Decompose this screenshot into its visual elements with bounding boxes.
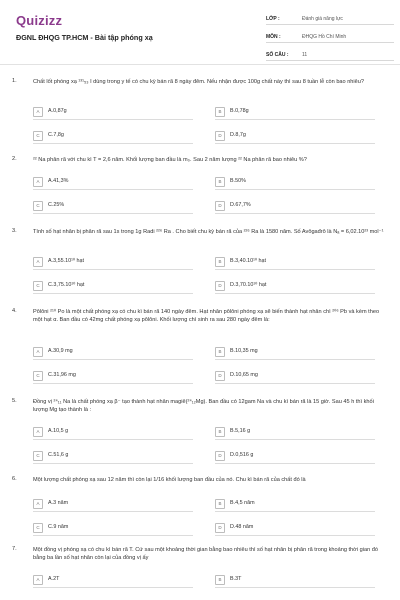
worksheet-header — [0, 0, 400, 65]
meta-label: SỐ CÂU : — [266, 52, 289, 58]
option-d[interactable] — [215, 280, 375, 294]
option-text: A.41,3% — [48, 178, 69, 184]
option-b[interactable] — [215, 574, 375, 588]
option-c[interactable] — [33, 522, 193, 536]
option-letter-box: D — [215, 131, 225, 141]
page-title: ĐGNL ĐHQG TP.HCM - Bài tập phóng xạ — [16, 33, 153, 42]
option-b[interactable] — [215, 426, 375, 440]
option-text: D.0,516 g — [230, 452, 254, 458]
option-a[interactable] — [33, 176, 193, 190]
question-number: 3. — [12, 228, 17, 234]
option-d[interactable] — [215, 370, 375, 384]
option-a[interactable] — [33, 256, 193, 270]
question-text: Một đồng vị phóng xạ có chu kì bán rã T. Cứ sau một khoảng thời gian bằng bao nhiêu thì số hạt nhân bị phân rã trong khoảng thời gian đó bằng ba lần số hạt nhân còn lại của đồng vị ấy — [33, 547, 378, 561]
option-text: D.48 năm — [230, 524, 254, 530]
option-text: B.3,40.10¹⁰ hạt — [230, 258, 267, 264]
question-number: 1. — [12, 78, 17, 84]
option-text: A.30,9 mg — [48, 348, 73, 354]
meta-row-class — [266, 10, 394, 25]
question-number: 7. — [12, 546, 17, 552]
option-text: B.0,78g — [230, 108, 249, 114]
option-letter-box: A — [33, 177, 43, 187]
meta-label: MÔN : — [266, 34, 281, 40]
meta-table — [266, 10, 394, 64]
option-text: C.3,75.10¹⁰ hạt — [48, 282, 85, 288]
option-a[interactable] — [33, 346, 193, 360]
option-b[interactable] — [215, 106, 375, 120]
option-letter-box: A — [33, 499, 43, 509]
question-text: ²² Na phân rã với chu kì T = 2,6 năm. Khối lượng ban đầu là m₀. Sau 2 năm lượng ²² Na phân rã bao nhiêu %? — [33, 157, 307, 163]
option-letter-box: D — [215, 451, 225, 461]
option-letter-box: C — [33, 281, 43, 291]
option-text: D.3,70.10¹⁰ hạt — [230, 282, 267, 288]
meta-value: 11 — [302, 52, 308, 58]
option-letter-box: A — [33, 575, 43, 585]
option-letter-box: A — [33, 107, 43, 117]
question-number: 6. — [12, 476, 17, 482]
question-number: 2. — [12, 156, 17, 162]
option-letter-box: B — [215, 575, 225, 585]
option-a[interactable] — [33, 106, 193, 120]
option-text: D.8,7g — [230, 132, 246, 138]
option-text: A.0,87g — [48, 108, 67, 114]
option-letter-box: D — [215, 201, 225, 211]
question-text: Chất lốt phóng xạ ¹³¹₅₃ I dùng trong y tế có chu kỳ bán rã 8 ngày đêm. Nếu nhận được 100g chất này thì sau 8 tuần lễ còn bao nhiêu? — [33, 79, 364, 85]
option-letter-box: D — [215, 371, 225, 381]
option-letter-box: B — [215, 427, 225, 437]
option-letter-box: B — [215, 257, 225, 267]
option-c[interactable] — [33, 450, 193, 464]
option-text: A.2T — [48, 576, 60, 582]
option-letter-box: A — [33, 427, 43, 437]
question-text: Đồng vị ²⁴₁₁ Na là chất phóng xạ β⁻ tạo thành hạt nhân magiê(²⁴₁₂Mg). Ban đầu có 12gam Na và chu kì bán rã là 15 giờ. Sau 45 h thì khối lượng Mg tạo thành là : — [33, 399, 374, 413]
option-b[interactable] — [215, 346, 375, 360]
option-letter-box: C — [33, 201, 43, 211]
option-d[interactable] — [215, 522, 375, 536]
question-text: Pôlôni ²¹⁰ Po là một chất phóng xạ có chu kì bán rã 140 ngày đêm. Hạt nhân pôlôni phóng xạ sẽ biến thành hạt nhân chì ²⁰⁶ Pb và kèm theo một hạt α. Ban đầu có 42mg chất phóng xạ pôlôni. Khối lượng chì sinh ra sau 280 ngày đêm là: — [33, 309, 380, 323]
option-text: A.3,55.10¹⁰ hạt — [48, 258, 85, 264]
quizizz-logo: Quizizz — [16, 13, 63, 28]
option-c[interactable] — [33, 200, 193, 214]
option-d[interactable] — [215, 200, 375, 214]
question-number: 4. — [12, 308, 17, 314]
option-text: C.9 năm — [48, 524, 69, 530]
meta-value: Đánh giá năng lực — [302, 16, 343, 22]
option-text: B.50% — [230, 178, 246, 184]
meta-row-subject — [266, 28, 394, 43]
option-d[interactable] — [215, 450, 375, 464]
option-letter-box: B — [215, 107, 225, 117]
option-letter-box: B — [215, 499, 225, 509]
option-text: C.51,6 g — [48, 452, 69, 458]
option-b[interactable] — [215, 176, 375, 190]
question-number: 5. — [12, 398, 17, 404]
option-d[interactable] — [215, 130, 375, 144]
option-b[interactable] — [215, 498, 375, 512]
option-text: B.5,16 g — [230, 428, 251, 434]
option-letter-box: C — [33, 451, 43, 461]
option-c[interactable] — [33, 280, 193, 294]
question-text: Một lượng chất phóng xạ sau 12 năm thì còn lại 1/16 khối lượng ban đầu của nó. Chu kì bán rã của chất đó là — [33, 477, 306, 483]
meta-label: LỚP : — [266, 16, 280, 22]
option-text: A.10,5 g — [48, 428, 69, 434]
option-b[interactable] — [215, 256, 375, 270]
option-text: B.4,5 năm — [230, 500, 255, 506]
option-letter-box: A — [33, 347, 43, 357]
option-text: A.3 năm — [48, 500, 69, 506]
option-text: B.3T — [230, 576, 242, 582]
option-text: C.7,8g — [48, 132, 64, 138]
option-letter-box: C — [33, 371, 43, 381]
option-letter-box: C — [33, 131, 43, 141]
meta-value: ĐHQG Hồ Chí Minh — [302, 34, 347, 40]
option-text: B.10,35 mg — [230, 348, 258, 354]
option-c[interactable] — [33, 130, 193, 144]
option-c[interactable] — [33, 370, 193, 384]
option-a[interactable] — [33, 574, 193, 588]
option-letter-box: B — [215, 347, 225, 357]
option-text: D.10,65 mg — [230, 372, 258, 378]
option-letter-box: C — [33, 523, 43, 533]
option-text: C.25% — [48, 202, 65, 208]
option-letter-box: B — [215, 177, 225, 187]
option-letter-box: D — [215, 281, 225, 291]
option-text: D.67,7% — [230, 202, 251, 208]
meta-row-count — [266, 46, 394, 61]
option-letter-box: D — [215, 523, 225, 533]
question-text: Tính số hạt nhân bị phân rã sau 1s trong 1g Radi ²²⁶ Ra . Cho biết chu kỳ bán rã của ²²⁶ Ra là 1580 năm. Số Avôgađrô là Nₐ = 6,02.10²³ mol⁻¹ — [33, 229, 384, 235]
option-text: C.31,96 mg — [48, 372, 76, 378]
option-a[interactable] — [33, 426, 193, 440]
option-a[interactable] — [33, 498, 193, 512]
option-letter-box: A — [33, 257, 43, 267]
